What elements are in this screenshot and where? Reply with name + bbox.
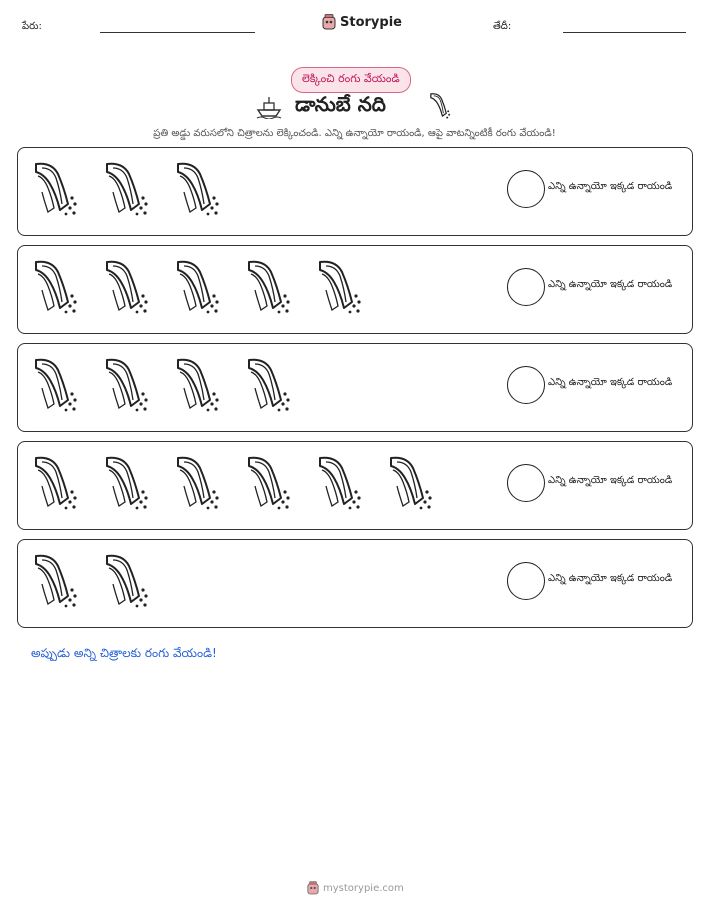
pictures-group: [30, 552, 151, 610]
count-row: [17, 441, 693, 530]
write-here-label: ఎన్ని ఉన్నాయో ఇక్కడ రాయండి: [548, 279, 673, 290]
answer-circle[interactable]: [507, 562, 545, 600]
count-color-badge: లెక్కించి రంగు వేయండి: [291, 67, 411, 93]
site-footer: [307, 881, 404, 895]
name-label: పేరు:: [22, 21, 42, 32]
site-url: mystorypie.com: [323, 882, 404, 894]
river-picture[interactable]: [30, 454, 80, 512]
footer-instruction: అప్పుడు అన్ని చిత్రాలకు రంగు వేయండి!: [31, 646, 217, 660]
count-row: [17, 147, 693, 236]
answer-circle[interactable]: [507, 170, 545, 208]
name-line[interactable]: [100, 32, 255, 33]
count-row: [17, 539, 693, 628]
title-text: డానుబే నది: [295, 92, 386, 116]
river-picture[interactable]: [172, 356, 222, 414]
pictures-group: [30, 454, 435, 512]
river-picture[interactable]: [30, 160, 80, 218]
river-picture[interactable]: [243, 356, 293, 414]
river-picture[interactable]: [172, 454, 222, 512]
river-picture[interactable]: [30, 356, 80, 414]
answer-circle[interactable]: [507, 366, 545, 404]
count-row: [17, 245, 693, 334]
river-picture[interactable]: [243, 454, 293, 512]
river-picture[interactable]: [101, 258, 151, 316]
pictures-group: [30, 160, 222, 218]
pictures-group: [30, 356, 293, 414]
river-picture[interactable]: [101, 552, 151, 610]
river-picture[interactable]: [101, 160, 151, 218]
write-here-label: ఎన్ని ఉన్నాయో ఇక్కడ రాయండి: [548, 181, 673, 192]
answer-circle[interactable]: [507, 268, 545, 306]
pictures-group: [30, 258, 364, 316]
river-picture[interactable]: [314, 454, 364, 512]
write-here-label: ఎన్ని ఉన్నాయో ఇక్కడ రాయండి: [548, 475, 673, 486]
river-picture[interactable]: [30, 552, 80, 610]
river-picture[interactable]: [385, 454, 435, 512]
river-picture[interactable]: [101, 356, 151, 414]
date-line[interactable]: [563, 32, 686, 33]
date-label: తేదీ:: [493, 21, 512, 32]
instruction-text: ప్రతి అడ్డు వరుసలోని చిత్రాలను లెక్కించండి. ఎన్ని ఉన్నాయో రాయండి, ఆపై వాటన్నింటికీ రంగు వేయండి!: [153, 128, 556, 139]
river-picture[interactable]: [243, 258, 293, 316]
river-picture[interactable]: [101, 454, 151, 512]
river-picture[interactable]: [30, 258, 80, 316]
river-icon: [425, 92, 455, 120]
brand-name: Storypie: [340, 14, 402, 30]
river-picture[interactable]: [314, 258, 364, 316]
storypie-mascot-icon: [307, 881, 319, 895]
boat-icon: [255, 95, 283, 119]
count-row: [17, 343, 693, 432]
page-title: [255, 92, 386, 121]
write-here-label: ఎన్ని ఉన్నాయో ఇక్కడ రాయండి: [548, 377, 673, 388]
answer-circle[interactable]: [507, 464, 545, 502]
write-here-label: ఎన్ని ఉన్నాయో ఇక్కడ రాయండి: [548, 573, 673, 584]
storypie-mascot-icon: [322, 14, 336, 30]
river-picture[interactable]: [172, 258, 222, 316]
brand-logo: [322, 14, 402, 30]
river-picture[interactable]: [172, 160, 222, 218]
